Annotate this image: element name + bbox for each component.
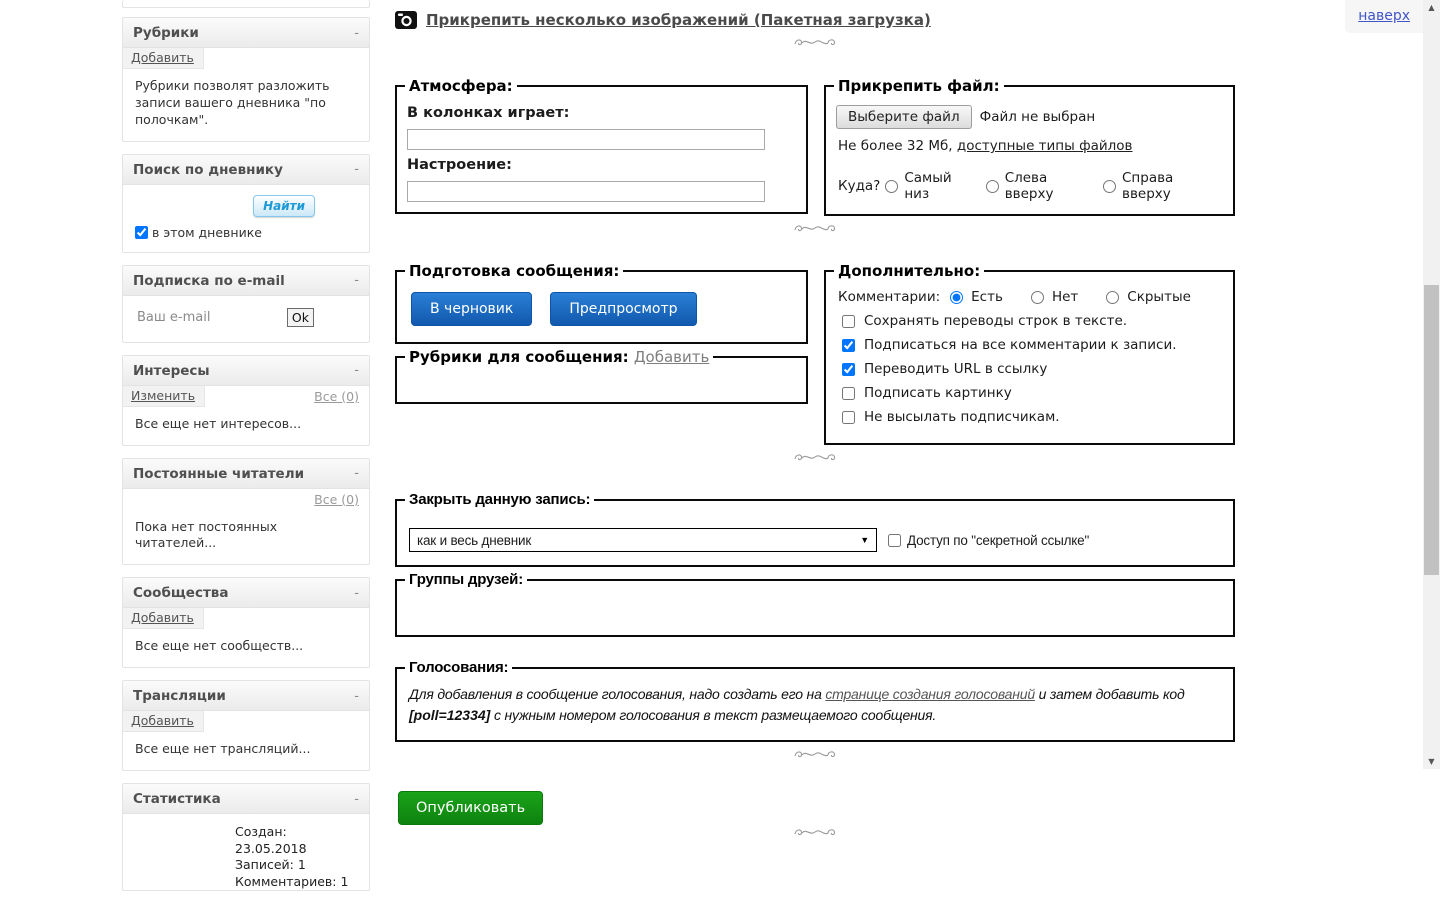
flourish-divider-icon <box>395 745 1235 758</box>
camera-icon <box>395 10 417 30</box>
sidebar-section-statistics <box>122 783 370 891</box>
broadcasts-add-link[interactable]: Добавить <box>123 711 204 732</box>
flourish-divider-icon <box>395 33 1235 46</box>
back-to-top-box <box>1345 0 1423 33</box>
rubrics-help-text: Рубрики позволят разложить записи вашего дневника "по полочкам". <box>135 78 330 127</box>
extras-legend: Дополнительно: <box>838 262 981 280</box>
sidebar-section-interests <box>122 355 370 446</box>
publish-button[interactable]: Опубликовать <box>398 791 543 825</box>
comments-option-label: Нет <box>1051 289 1079 305</box>
rubrics-add-link[interactable]: Добавить <box>123 48 204 69</box>
prepare-message-legend: Подготовка сообщения: <box>409 262 620 280</box>
email-input[interactable] <box>135 309 287 326</box>
section-header-rubrics <box>123 18 369 48</box>
keep-linebreaks-checkbox[interactable] <box>842 315 855 328</box>
close-entry-select[interactable] <box>409 528 877 552</box>
interests-edit-link[interactable]: Изменить <box>123 386 205 407</box>
no-send-subscribers-checkbox[interactable] <box>842 411 855 424</box>
section-header-diary-search <box>123 155 369 185</box>
comments-radio-off[interactable] <box>1031 291 1044 304</box>
file-limit-text: Не более 32 Мб, <box>838 138 957 154</box>
scroll-down-icon[interactable]: ▼ <box>1428 756 1435 766</box>
collapse-button[interactable]: - <box>354 791 359 807</box>
attach-file-fieldset <box>824 77 1235 216</box>
broadcasts-empty-text: Все еще нет трансляций... <box>135 741 311 757</box>
polls-fieldset <box>395 659 1235 742</box>
extras-checkbox-label: Подписать картинку <box>864 385 1012 401</box>
friend-groups-fieldset <box>395 571 1235 637</box>
in-this-diary-checkbox[interactable] <box>135 226 148 239</box>
comments-radio-hidden[interactable] <box>1106 291 1119 304</box>
readers-all-link[interactable]: Все (0) <box>314 491 359 507</box>
poll-code: [poll=12334] <box>409 707 491 723</box>
back-to-top-link[interactable]: наверх <box>1358 8 1410 24</box>
flourish-divider-icon <box>395 219 1235 232</box>
email-ok-button[interactable]: Ok <box>287 308 314 327</box>
communities-add-link[interactable]: Добавить <box>123 608 204 629</box>
subscribe-comments-checkbox[interactable] <box>842 339 855 352</box>
mood-input[interactable] <box>407 181 765 202</box>
sidebar-section-email-subscription <box>122 265 370 343</box>
where-option-label: Самый низ <box>904 170 952 202</box>
comments-option-label: Есть <box>971 289 1003 305</box>
section-title: Интересы <box>133 362 210 379</box>
section-header-readers <box>123 459 369 489</box>
extras-checkbox-label: Подписаться на все комментарии к записи. <box>864 337 1177 353</box>
close-entry-select-value: как и весь дневник <box>417 532 532 548</box>
main-content <box>395 10 1235 836</box>
friend-groups-legend: Группы друзей: <box>409 571 523 588</box>
stat-entries: Записей: 1 <box>235 857 306 872</box>
stat-comments: Комментариев: 1 <box>235 873 349 889</box>
extras-fieldset <box>824 262 1235 445</box>
prepare-message-fieldset <box>395 262 808 344</box>
comments-radio-on[interactable] <box>950 291 963 304</box>
mood-label: Настроение: <box>407 157 512 173</box>
section-title: Статистика <box>133 791 221 807</box>
section-title: Трансляции <box>133 688 226 705</box>
section-header-statistics <box>123 784 369 814</box>
where-option-label: Справа вверху <box>1122 170 1174 202</box>
section-title: Поиск по дневнику <box>133 161 283 178</box>
attach-file-legend: Прикрепить файл: <box>838 77 1000 95</box>
secret-link-checkbox[interactable] <box>888 534 901 547</box>
sign-picture-checkbox[interactable] <box>842 387 855 400</box>
flourish-divider-icon <box>395 448 1235 461</box>
scroll-up-icon[interactable]: ▲ <box>1428 2 1435 12</box>
attach-multiple-images-link[interactable]: Прикрепить несколько изображений (Пакетная загрузка) <box>426 11 931 29</box>
music-input[interactable] <box>407 129 765 150</box>
section-title: Рубрики <box>133 25 199 41</box>
section-header-email <box>123 266 369 296</box>
close-entry-legend: Закрыть данную запись: <box>409 491 591 508</box>
where-label: Куда? <box>838 178 881 194</box>
collapse-button[interactable]: - <box>354 162 359 178</box>
sidebar <box>122 0 370 903</box>
create-poll-link[interactable]: странице создания голосований <box>825 686 1035 702</box>
collapse-button[interactable]: - <box>354 25 359 41</box>
polls-legend: Голосования: <box>409 659 509 676</box>
secret-link-label: Доступ по "секретной ссылке" <box>907 532 1090 548</box>
music-label: В колонках играет: <box>407 105 570 121</box>
extras-checkbox-label: Не высылать подписчикам. <box>864 409 1060 425</box>
collapse-button[interactable]: - <box>354 688 359 704</box>
vertical-scrollbar[interactable] <box>1423 0 1440 769</box>
where-radio-top-right[interactable] <box>1103 180 1116 193</box>
sidebar-section-communities <box>122 577 370 668</box>
url-to-link-checkbox[interactable] <box>842 363 855 376</box>
section-title: Сообщества <box>133 585 229 602</box>
section-header-communities <box>123 578 369 608</box>
in-this-diary-label: в этом дневнике <box>152 224 262 240</box>
stat-created: Создан: 23.05.2018 <box>235 824 307 856</box>
interests-empty-text: Все еще нет интересов... <box>135 415 302 431</box>
post-rubrics-body <box>407 369 796 392</box>
section-title: Постоянные читатели <box>133 465 305 482</box>
collapse-button[interactable]: - <box>354 273 359 289</box>
section-title: Подписка по e-mail <box>133 272 285 289</box>
draft-button[interactable]: В черновик <box>411 292 532 326</box>
preview-button[interactable]: Предпросмотр <box>550 292 696 326</box>
choose-file-button[interactable]: Выберите файл <box>836 105 972 129</box>
comments-option-label: Скрытые <box>1127 289 1191 305</box>
atmosphere-legend: Атмосфера: <box>409 77 513 95</box>
extras-checkbox-label: Сохранять переводы строк в тексте. <box>864 313 1128 329</box>
find-button[interactable]: Найти <box>253 195 315 217</box>
post-rubrics-legend: Рубрики для сообщения: Добавить <box>409 348 710 366</box>
collapse-button[interactable]: - <box>354 363 359 379</box>
section-header-broadcasts <box>123 681 369 711</box>
file-types-link[interactable]: доступные типы файлов <box>956 138 1133 154</box>
section-header-interests <box>123 356 369 386</box>
atmosphere-fieldset <box>395 77 808 214</box>
interests-all-link[interactable]: Все (0) <box>314 388 359 404</box>
polls-help-text: Для добавления в сообщение голосования, надо создать его на странице создания голосований и затем добавить код [poll=12334] с нужным номером голосования в текст размещаемого сообщения. <box>409 686 1185 723</box>
where-radio-bottom[interactable] <box>885 180 898 193</box>
statistics-block <box>123 814 369 890</box>
collapse-button[interactable]: - <box>354 466 359 481</box>
sidebar-section-diary-search <box>122 154 370 253</box>
post-rubrics-fieldset <box>395 348 808 404</box>
file-status-text: Файл не выбран <box>979 109 1096 125</box>
readers-empty-text: Пока нет постоянных читателей... <box>135 518 278 551</box>
sidebar-box-cutoff <box>122 0 370 8</box>
comments-label: Комментарии: <box>838 289 941 305</box>
scrollbar-thumb[interactable] <box>1424 285 1439 575</box>
close-entry-fieldset <box>395 491 1235 567</box>
friend-groups-body <box>407 591 1223 625</box>
where-radio-top-left[interactable] <box>986 180 999 193</box>
sidebar-section-readers <box>122 458 370 566</box>
sidebar-section-rubrics <box>122 17 370 142</box>
sidebar-section-broadcasts <box>122 680 370 771</box>
select-caret-icon: ▼ <box>860 535 869 545</box>
extras-checkbox-label: Переводить URL в ссылку <box>864 361 1048 377</box>
post-rubrics-add-link[interactable]: Добавить <box>633 348 710 366</box>
communities-empty-text: Все еще нет сообществ... <box>135 638 304 654</box>
where-option-label: Слева вверху <box>1004 170 1054 202</box>
collapse-button[interactable]: - <box>354 585 359 601</box>
